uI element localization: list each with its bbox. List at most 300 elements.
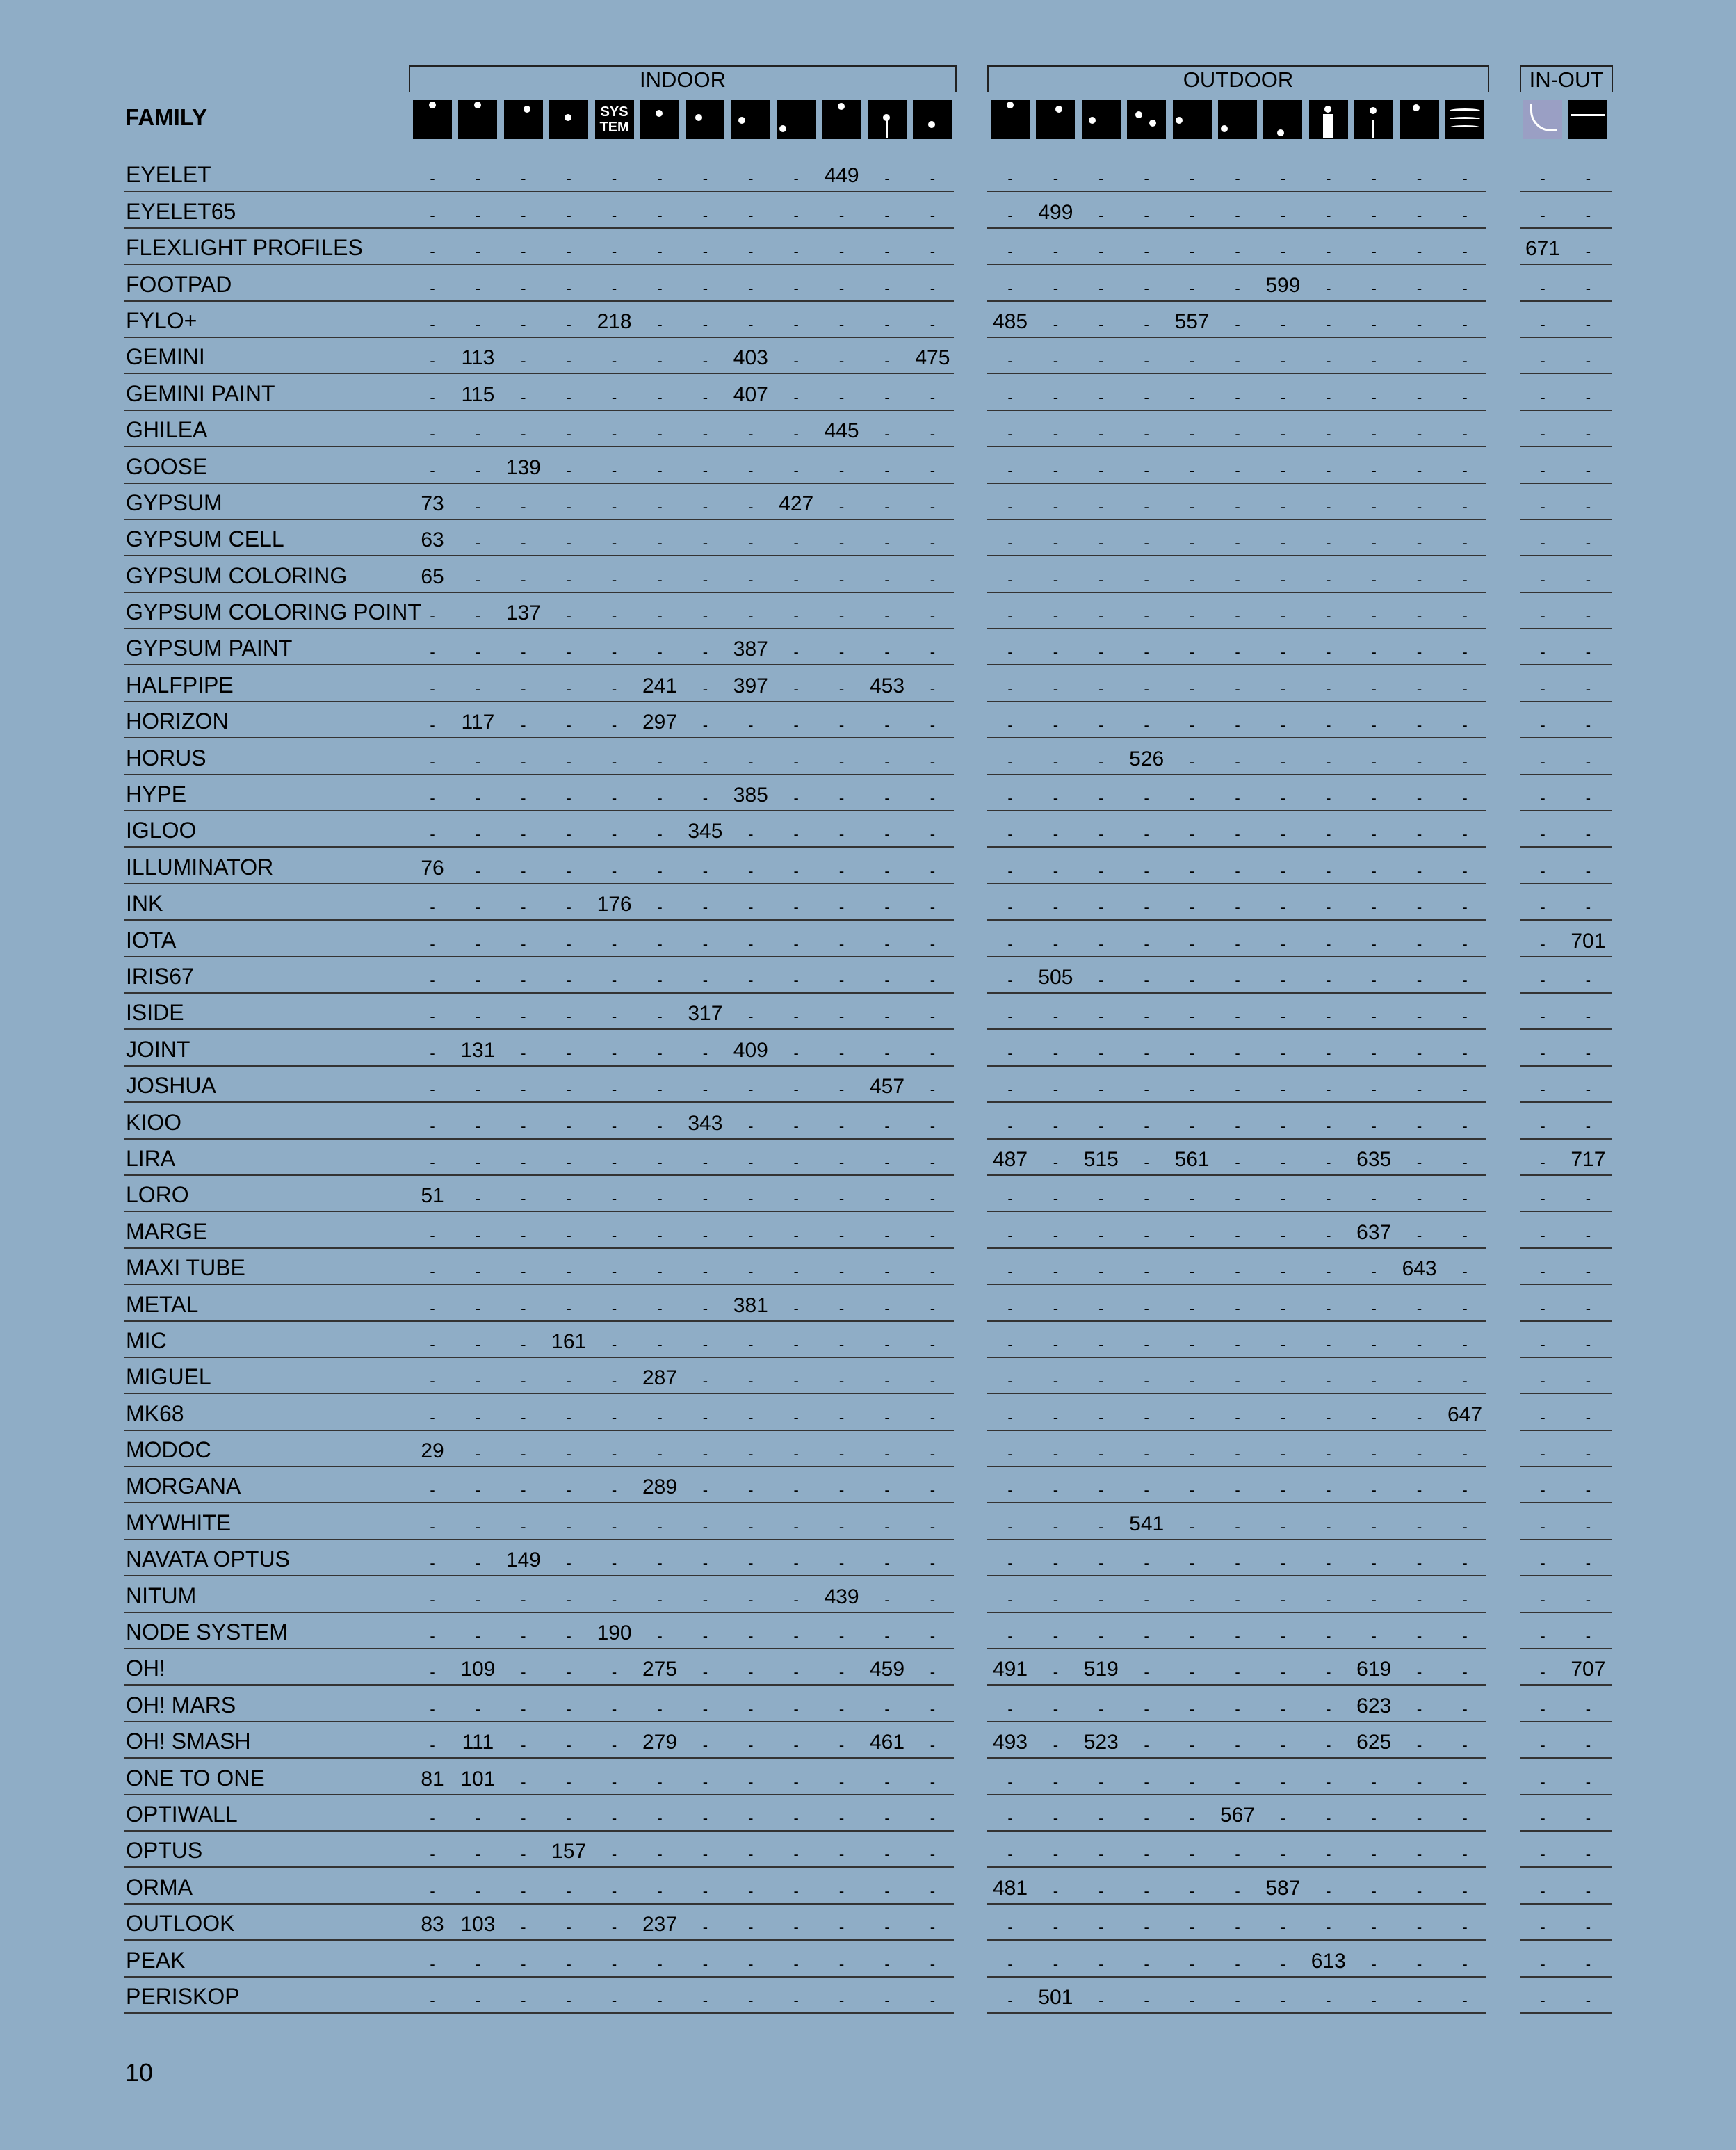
outdoor-page-cell: - (1007, 862, 1013, 880)
indoor-page-cell: - (930, 1335, 936, 1353)
indoor-page-cell: - (702, 1190, 708, 1208)
indoor-page-cell: - (475, 534, 481, 552)
indoor-page-cell: - (566, 1627, 571, 1645)
outdoor-page-cell: - (1280, 1008, 1286, 1026)
indoor-page-cell: - (748, 1736, 754, 1754)
indoor-page-cell: 439 (824, 1585, 859, 1608)
indoor-page-cell: - (930, 1955, 936, 1973)
indoor-page-cell: 103 (460, 1913, 496, 1937)
indoor-page-cell: 63 (421, 528, 444, 552)
indoor-page-cell: - (657, 1408, 663, 1426)
indoor-page-cell: - (430, 1153, 435, 1171)
family-row (0, 265, 1736, 301)
outdoor-page-cell: - (1144, 1663, 1149, 1681)
family-row (0, 484, 1736, 520)
indoor-page-cell: - (748, 1190, 754, 1208)
outdoor-page-cell: - (1144, 461, 1149, 479)
family-name: OPTUS (126, 1838, 203, 1864)
indoor-page-cell: 449 (824, 164, 859, 188)
indoor-page-cell: - (702, 935, 708, 953)
indoor-page-cell: - (793, 1918, 799, 1937)
indoor-page-cell: - (793, 752, 799, 770)
outdoor-page-cell: - (1416, 1554, 1422, 1572)
family-row (0, 593, 1736, 629)
inout-page-cell: - (1585, 170, 1591, 188)
indoor-page-cell: - (566, 1699, 571, 1717)
indoor-page-cell: - (475, 1481, 481, 1499)
family-row (0, 1140, 1736, 1176)
outdoor-page-cell: - (1280, 461, 1286, 479)
family-name: ISIDE (126, 1000, 184, 1026)
outdoor-page-cell: - (1007, 1226, 1013, 1244)
outdoor-page-cell: - (1007, 1190, 1013, 1208)
family-row (0, 192, 1736, 228)
indoor-page-cell: 343 (688, 1111, 723, 1135)
indoor-page-cell: - (521, 1408, 526, 1426)
family-row (0, 957, 1736, 994)
outdoor-page-cell: - (1235, 1845, 1240, 1864)
indoor-page-cell: - (521, 534, 526, 552)
indoor-page-cell: - (475, 898, 481, 916)
indoor-page-cell: 111 (462, 1731, 494, 1754)
outdoor-page-cell: 567 (1219, 1803, 1256, 1827)
outdoor-page-cell: - (1462, 243, 1468, 261)
indoor-page-cell: - (838, 1699, 845, 1717)
indoor-page-cell: - (838, 1955, 845, 1973)
indoor-page-cell: - (475, 607, 481, 625)
indoor-page-cell: - (884, 1335, 890, 1353)
outdoor-page-cell: 643 (1402, 1257, 1437, 1281)
indoor-page-cell: - (430, 716, 435, 734)
indoor-page-cell: - (748, 534, 754, 552)
indoor-page-cell: - (657, 1590, 663, 1608)
outdoor-page-cell: - (1053, 315, 1059, 333)
indoor-page-cell: - (611, 1263, 617, 1281)
indoor-page-cell: - (566, 1226, 571, 1244)
outdoor-page-cell: - (1053, 1918, 1059, 1937)
outdoor-page-cell: - (1280, 534, 1286, 552)
indoor-page-cell: - (702, 789, 708, 807)
outdoor-page-cell: - (1144, 825, 1149, 843)
indoor-page-cell: - (838, 716, 845, 734)
outdoor-page-cell: - (1098, 1882, 1104, 1900)
inout-page-cell: - (1540, 1226, 1546, 1244)
outdoor-page-cell: - (1053, 643, 1059, 661)
outdoor-page-cell: - (1462, 534, 1468, 552)
indoor-page-cell: - (611, 1918, 617, 1937)
outdoor-page-cell: - (1053, 1190, 1059, 1208)
outdoor-page-cell: - (1371, 1918, 1377, 1937)
indoor-page-cell: - (475, 643, 481, 661)
outdoor-page-cell: - (1053, 425, 1059, 443)
indoor-page-cell: - (702, 1554, 708, 1572)
outdoor-page-cell: - (1462, 170, 1468, 188)
outdoor-page-cell: - (1235, 570, 1240, 588)
outdoor-page-cell: - (1235, 1736, 1240, 1754)
inout-page-cell: - (1585, 570, 1591, 588)
indoor-page-cell: - (702, 752, 708, 770)
outdoor-page-cell: - (1416, 1445, 1422, 1463)
outdoor-page-cell: - (1280, 1226, 1286, 1244)
indoor-page-cell: - (430, 1299, 435, 1317)
outdoor-page-cell: - (1007, 752, 1013, 770)
indoor-page-cell: - (657, 752, 663, 770)
indoor-page-cell: 287 (642, 1366, 678, 1390)
indoor-page-cell: - (884, 570, 890, 588)
indoor-page-cell: - (657, 425, 663, 443)
family-name: HORIZON (126, 709, 229, 734)
indoor-page-cell: - (838, 1445, 845, 1463)
indoor-page-cell: - (793, 206, 799, 224)
outdoor-page-cell: - (1053, 243, 1059, 261)
outdoor-page-cell: - (1416, 1845, 1422, 1864)
indoor-page-cell: - (657, 1153, 663, 1171)
indoor-page-cell: - (566, 1517, 571, 1535)
outdoor-page-cell: - (1098, 1372, 1104, 1390)
outdoor-page-cell: - (1007, 716, 1013, 734)
indoor-page-cell: - (611, 789, 617, 807)
outdoor-page-cell: - (1235, 1955, 1240, 1973)
indoor-page-cell: - (611, 1663, 617, 1681)
inout-page-cell: - (1585, 1335, 1591, 1353)
outdoor-page-cell: - (1189, 570, 1195, 588)
outdoor-page-cell: - (1371, 1044, 1377, 1062)
indoor-page-cell: - (838, 1008, 845, 1026)
outdoor-page-cell: - (1235, 425, 1240, 443)
outdoor-page-cell: - (1326, 935, 1331, 953)
indoor-page-cell: - (748, 1772, 754, 1791)
indoor-page-cell: - (884, 1190, 890, 1208)
outdoor-page-cell: - (1098, 352, 1104, 370)
outdoor-page-cell: - (1235, 716, 1240, 734)
inout-page-cell: - (1540, 570, 1546, 588)
outdoor-page-cell: - (1416, 1190, 1422, 1208)
outdoor-page-cell: - (1144, 534, 1149, 552)
outdoor-page-cell: - (1416, 1736, 1422, 1754)
indoor-page-cell: - (611, 170, 617, 188)
outdoor-page-cell: - (1280, 1699, 1286, 1717)
indoor-page-cell: - (657, 1882, 663, 1900)
inout-page-cell: - (1540, 1408, 1546, 1426)
outdoor-page-cell: - (1235, 279, 1240, 297)
outdoor-page-cell: - (1280, 1991, 1286, 2009)
indoor-page-cell: - (702, 1408, 708, 1426)
wall-side-icon (1173, 100, 1212, 139)
indoor-page-cell: - (838, 971, 845, 989)
wall-icon (731, 100, 770, 139)
family-name: NODE SYSTEM (126, 1619, 288, 1645)
indoor-page-cell: - (475, 1299, 481, 1317)
outdoor-page-cell: 635 (1356, 1147, 1392, 1171)
indoor-page-cell: - (430, 1372, 435, 1390)
indoor-page-cell: - (475, 206, 481, 224)
indoor-page-cell: - (838, 497, 845, 515)
indoor-page-cell: - (521, 1372, 526, 1390)
inout-page-cell: - (1585, 1408, 1591, 1426)
outdoor-page-cell: - (1053, 534, 1059, 552)
indoor-page-cell: 190 (597, 1622, 632, 1645)
indoor-page-cell: - (884, 935, 890, 953)
outdoor-page-cell: - (1144, 1081, 1149, 1099)
outdoor-page-cell: - (1007, 1081, 1013, 1099)
indoor-page-cell: - (748, 1845, 754, 1864)
indoor-page-cell: - (702, 388, 708, 406)
inout-page-cell: - (1540, 1299, 1546, 1317)
outdoor-page-cell: - (1098, 898, 1104, 916)
indoor-page-cell: - (475, 1955, 481, 1973)
outdoor-page-cell: - (1326, 1517, 1331, 1535)
outdoor-page-cell: - (1144, 315, 1149, 333)
outdoor-page-cell: - (1326, 1736, 1331, 1754)
indoor-page-cell: - (793, 1335, 799, 1353)
indoor-page-cell: - (884, 279, 890, 297)
outdoor-page-cell: - (1007, 1627, 1013, 1645)
outdoor-page-cell: - (1280, 1299, 1286, 1317)
indoor-page-cell: - (611, 1882, 617, 1900)
inout-page-cell: - (1540, 1481, 1546, 1499)
outdoor-page-cell: - (1326, 425, 1331, 443)
outdoor-page-cell: - (1235, 1699, 1240, 1717)
indoor-page-cell: - (521, 1153, 526, 1171)
indoor-page-cell: - (657, 170, 663, 188)
outdoor-page-cell: - (1326, 206, 1331, 224)
outdoor-page-cell: - (1326, 1408, 1331, 1426)
indoor-page-cell: - (702, 1226, 708, 1244)
outdoor-page-cell: - (1280, 1335, 1286, 1353)
indoor-page-cell: - (930, 534, 936, 552)
indoor-page-cell: - (430, 1554, 435, 1572)
outdoor-page-cell: - (1326, 279, 1331, 297)
family-name: INK (126, 891, 163, 916)
indoor-page-cell: - (930, 1517, 936, 1535)
outdoor-page-cell: - (1462, 1699, 1468, 1717)
outdoor-page-cell: - (1280, 1190, 1286, 1208)
multi-suspension-icon (822, 100, 861, 139)
outdoor-page-cell: - (1416, 1663, 1422, 1681)
outdoor-page-cell: - (1462, 279, 1468, 297)
indoor-page-cell: - (702, 170, 708, 188)
indoor-page-cell: - (611, 643, 617, 661)
inout-page-cell: - (1585, 206, 1591, 224)
indoor-page-cell: 109 (460, 1658, 496, 1681)
indoor-page-cell: - (793, 935, 799, 953)
indoor-page-cell: - (521, 425, 526, 443)
outdoor-page-cell: - (1462, 1991, 1468, 2009)
outdoor-page-cell: - (1326, 643, 1331, 661)
indoor-page-cell: - (521, 1882, 526, 1900)
indoor-page-cell: - (884, 1882, 890, 1900)
indoor-page-cell: - (793, 716, 799, 734)
outdoor-page-cell: - (1462, 206, 1468, 224)
outdoor-page-cell: - (1189, 862, 1195, 880)
indoor-page-cell: 289 (642, 1476, 678, 1499)
outdoor-page-cell: - (1007, 170, 1013, 188)
outdoor-page-cell: - (1053, 1335, 1059, 1353)
indoor-page-cell: - (793, 898, 799, 916)
indoor-page-cell: 137 (505, 601, 541, 625)
indoor-page-cell: - (566, 206, 571, 224)
indoor-page-cell: - (521, 1736, 526, 1754)
indoor-page-cell: - (838, 1372, 845, 1390)
outdoor-page-cell: - (1371, 643, 1377, 661)
outdoor-page-cell: - (1189, 1772, 1195, 1791)
outdoor-page-cell: - (1098, 825, 1104, 843)
outdoor-page-cell: - (1416, 1372, 1422, 1390)
outdoor-page-cell: 613 (1311, 1949, 1346, 1973)
outdoor-page-cell: - (1462, 1445, 1468, 1463)
family-name: MYWHITE (126, 1510, 232, 1535)
indoor-page-cell: - (793, 643, 799, 661)
indoor-page-cell: - (930, 971, 936, 989)
outdoor-page-cell: - (1326, 1663, 1331, 1681)
indoor-page-cell: - (884, 789, 890, 807)
indoor-page-cell: - (475, 1226, 481, 1244)
outdoor-page-cell: - (1462, 716, 1468, 734)
outdoor-page-cell: - (1416, 425, 1422, 443)
indoor-page-cell: - (884, 1044, 890, 1062)
outdoor-page-cell: - (1280, 1955, 1286, 1973)
outdoor-page-cell: - (1371, 1408, 1377, 1426)
inout-page-cell: - (1540, 607, 1546, 625)
outdoor-page-cell: - (1053, 679, 1059, 697)
indoor-page-cell: - (748, 497, 754, 515)
indoor-page-cell: - (566, 170, 571, 188)
indoor-page-cell: - (838, 935, 845, 953)
indoor-page-cell: - (884, 1699, 890, 1717)
indoor-page-cell: - (793, 352, 799, 370)
outdoor-page-cell: - (1235, 243, 1240, 261)
outdoor-page-cell: - (1326, 1153, 1331, 1171)
outdoor-page-cell: - (1053, 789, 1059, 807)
outdoor-page-cell: - (1371, 1263, 1377, 1281)
indoor-page-cell: - (566, 352, 571, 370)
ceiling-angle-icon (504, 100, 543, 139)
inout-page-cell: - (1585, 352, 1591, 370)
outdoor-page-cell: - (1235, 1008, 1240, 1026)
outdoor-page-cell: - (1007, 898, 1013, 916)
indoor-page-cell: - (748, 1481, 754, 1499)
outdoor-page-cell: - (1371, 497, 1377, 515)
outdoor-page-cell: - (1053, 1117, 1059, 1135)
outdoor-page-cell: - (1189, 425, 1195, 443)
inout-page-cell: - (1585, 243, 1591, 261)
indoor-page-cell: - (430, 1699, 435, 1717)
indoor-page-cell: 51 (421, 1184, 444, 1208)
indoor-page-cell: - (521, 971, 526, 989)
outdoor-page-cell: - (1053, 1445, 1059, 1463)
indoor-page-cell: 83 (421, 1913, 444, 1937)
outdoor-page-cell: - (1235, 679, 1240, 697)
indoor-page-cell: - (566, 1590, 571, 1608)
indoor-page-cell: - (430, 1081, 435, 1099)
outdoor-page-cell: - (1144, 1736, 1149, 1754)
family-row (0, 1576, 1736, 1612)
outdoor-page-cell: - (1053, 1955, 1059, 1973)
outdoor-page-cell: - (1235, 1190, 1240, 1208)
outdoor-page-cell: - (1007, 1590, 1013, 1608)
outdoor-page-cell: - (1416, 1408, 1422, 1426)
inout-page-cell: - (1540, 1955, 1546, 1973)
outdoor-page-cell: - (1007, 1372, 1013, 1390)
outdoor-page-cell: - (1371, 425, 1377, 443)
indoor-page-cell: - (611, 425, 617, 443)
inout-page-cell: - (1585, 1554, 1591, 1572)
family-row (0, 1467, 1736, 1503)
family-row (0, 338, 1736, 374)
outdoor-page-cell: - (1189, 279, 1195, 297)
outdoor-page-cell: - (1326, 1117, 1331, 1135)
indoor-page-cell: - (838, 534, 845, 552)
outdoor-page-cell: - (1007, 935, 1013, 953)
outdoor-page-cell: - (1235, 643, 1240, 661)
outdoor-page-cell: - (1053, 1081, 1059, 1099)
outdoor-page-cell: - (1326, 1481, 1331, 1499)
indoor-page-cell: 381 (733, 1293, 768, 1317)
outdoor-page-cell: - (1098, 1408, 1104, 1426)
outdoor-page-cell: - (1007, 1044, 1013, 1062)
outdoor-page-cell: - (1371, 315, 1377, 333)
indoor-page-cell: - (748, 1918, 754, 1937)
outdoor-page-cell: - (1098, 862, 1104, 880)
indoor-page-cell: - (657, 570, 663, 588)
indoor-page-cell: - (611, 1299, 617, 1317)
outdoor-page-cell: - (1235, 497, 1240, 515)
indoor-page-cell: - (657, 1554, 663, 1572)
outdoor-page-cell: - (1280, 1918, 1286, 1937)
outdoor-page-cell: - (1098, 425, 1104, 443)
family-row (0, 738, 1736, 775)
outdoor-page-cell: - (1189, 1663, 1195, 1681)
outdoor-page-cell: - (1462, 679, 1468, 697)
indoor-page-cell: - (702, 679, 708, 697)
indoor-page-cell: - (611, 1590, 617, 1608)
indoor-page-cell: - (521, 1335, 526, 1353)
indoor-page-cell: - (930, 1263, 936, 1281)
indoor-page-cell: - (611, 497, 617, 515)
outdoor-page-cell: - (1235, 1081, 1240, 1099)
indoor-page-cell: - (702, 1372, 708, 1390)
indoor-page-cell: - (702, 243, 708, 261)
outdoor-page-cell: - (1007, 497, 1013, 515)
outdoor-page-cell: - (1371, 1809, 1377, 1827)
outdoor-page-cell: - (1371, 716, 1377, 734)
outdoor-page-cell: - (1280, 862, 1286, 880)
indoor-page-cell: - (430, 643, 435, 661)
indoor-page-cell: - (611, 352, 617, 370)
indoor-page-cell: - (657, 497, 663, 515)
outdoor-page-cell: - (1144, 679, 1149, 697)
indoor-page-cell: - (838, 1991, 845, 2009)
indoor-page-cell: - (793, 1445, 799, 1463)
indoor-page-cell: - (702, 1299, 708, 1317)
indoor-page-cell: - (702, 1663, 708, 1681)
inout-page-cell: 707 (1571, 1658, 1606, 1681)
indoor-page-cell: - (521, 1481, 526, 1499)
indoor-page-cell: - (793, 1153, 799, 1171)
indoor-page-cell: - (884, 716, 890, 734)
indoor-page-cell: - (521, 1044, 526, 1062)
indoor-page-cell: - (657, 898, 663, 916)
indoor-page-cell: - (702, 971, 708, 989)
indoor-page-cell: - (566, 679, 571, 697)
inout-page-cell: - (1585, 1845, 1591, 1864)
indoor-page-cell: - (611, 1153, 617, 1171)
indoor-page-cell: - (566, 643, 571, 661)
outdoor-page-cell: - (1462, 1590, 1468, 1608)
outdoor-page-cell: - (1053, 898, 1059, 916)
family-name: GYPSUM (126, 490, 222, 515)
outdoor-page-cell: - (1007, 352, 1013, 370)
